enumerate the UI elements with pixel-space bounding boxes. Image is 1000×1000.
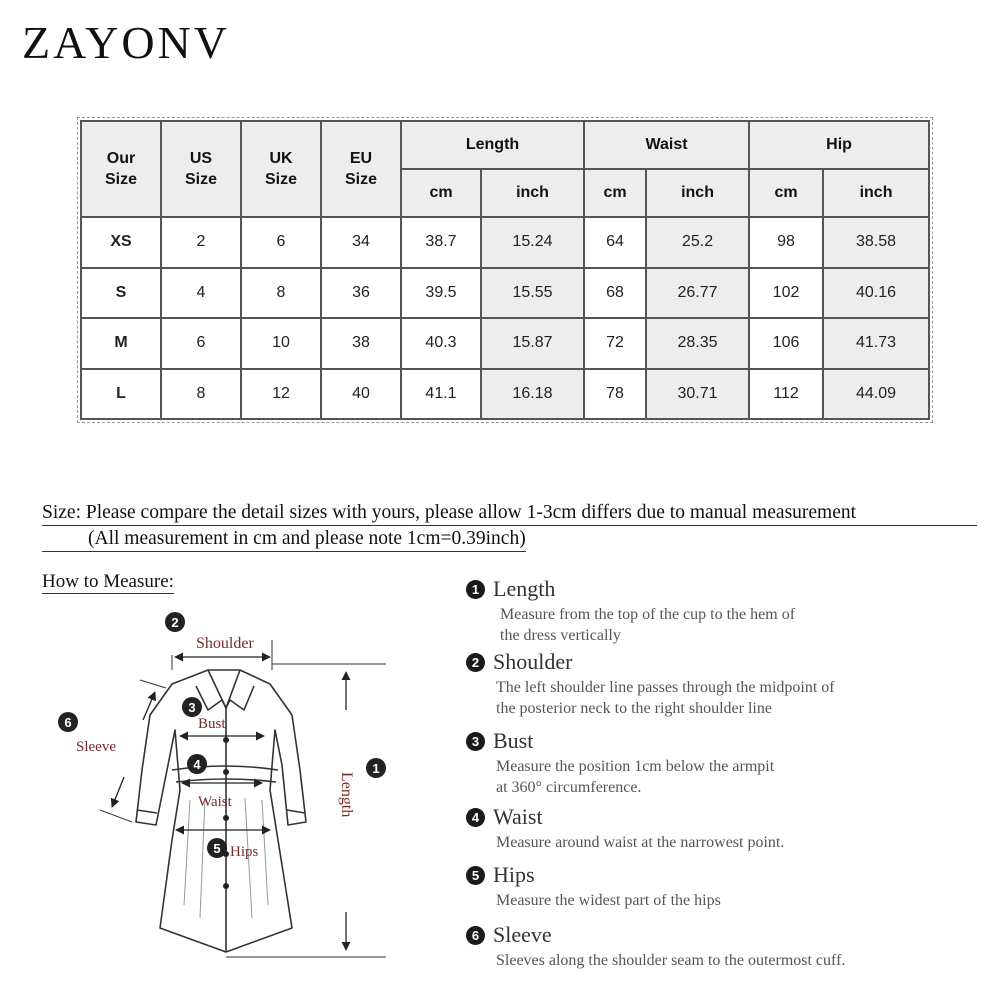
header-text: Size (344, 171, 377, 188)
instruction-bust (466, 728, 986, 798)
size-note-line1: Size: Please compare the detail sizes with yours, please allow 1-3cm differs due to manual measurement (42, 500, 977, 526)
cell-length-cm: 40.3 (401, 318, 481, 369)
size-note-line2: (All measurement in cm and please note 1cm=0.39inch) (42, 526, 526, 552)
sleeve-label: Sleeve (76, 739, 116, 755)
cell-length-inch: 16.18 (481, 369, 584, 420)
cell-size: XS (81, 217, 161, 268)
number-2-icon: 2 (466, 653, 485, 672)
cell-length-cm: 38.7 (401, 217, 481, 268)
cell-waist-cm: 68 (584, 268, 646, 319)
cell-length-inch: 15.87 (481, 318, 584, 369)
cell-hip-cm: 102 (749, 268, 823, 319)
instruction-sleeve (466, 922, 986, 971)
header-text: UK (269, 150, 293, 167)
cell-size: M (81, 318, 161, 369)
number-5-badge (207, 838, 227, 858)
header-us-size (161, 121, 241, 217)
cell-us: 6 (161, 318, 241, 369)
subheader-hip-cm: cm (749, 169, 823, 217)
number-4-icon: 4 (466, 808, 485, 827)
cell-hip-inch: 41.73 (823, 318, 929, 369)
instruction-desc (466, 890, 986, 911)
cell-hip-inch: 40.16 (823, 268, 929, 319)
instruction-title: Hips (493, 862, 535, 887)
how-to-measure-heading: How to Measure: (42, 571, 174, 592)
dress-measure-diagram (0, 600, 440, 1000)
number-6-badge (58, 712, 78, 732)
cell-waist-cm: 78 (584, 369, 646, 420)
length-label: Length (338, 772, 355, 818)
shoulder-label: Shoulder (196, 635, 254, 652)
number-6-icon: 6 (466, 926, 485, 945)
instruction-desc (466, 832, 986, 853)
cell-length-inch: 15.55 (481, 268, 584, 319)
cell-length-inch: 15.24 (481, 217, 584, 268)
sleeve-arrow-top (143, 692, 155, 720)
subheader-waist-cm: cm (584, 169, 646, 217)
table-row (81, 268, 929, 319)
size-chart-table (80, 120, 930, 420)
number-3-icon: 3 (466, 732, 485, 751)
size-note (42, 500, 977, 552)
cell-eu: 38 (321, 318, 401, 369)
cell-hip-inch: 44.09 (823, 369, 929, 420)
cell-us: 4 (161, 268, 241, 319)
cell-waist-inch: 26.77 (646, 268, 749, 319)
header-text: Our (106, 150, 136, 167)
desc-line: at 360° circumference. (496, 779, 642, 796)
number-1-icon: 1 (466, 580, 485, 599)
desc-line: the posterior neck to the right shoulder line (496, 700, 772, 717)
instruction-desc (466, 950, 986, 971)
instruction-length (466, 576, 986, 646)
table-row (81, 369, 929, 420)
instruction-waist (466, 804, 986, 853)
cell-eu: 36 (321, 268, 401, 319)
desc-line: Measure around waist at the narrowest point. (496, 834, 785, 851)
header-our-size (81, 121, 161, 217)
instruction-hips (466, 862, 986, 911)
cell-length-cm: 39.5 (401, 268, 481, 319)
number-1-text: 1 (372, 761, 380, 776)
cell-eu: 40 (321, 369, 401, 420)
subheader-length-cm: cm (401, 169, 481, 217)
cell-eu: 34 (321, 217, 401, 268)
dress-illustration (136, 670, 306, 952)
waist-label: Waist (198, 794, 232, 810)
cell-waist-inch: 30.71 (646, 369, 749, 420)
instruction-title: Bust (493, 728, 534, 753)
cell-hip-cm: 106 (749, 318, 823, 369)
cell-waist-inch: 25.2 (646, 217, 749, 268)
instruction-title: Length (493, 576, 556, 601)
sleeve-arrow-bottom (112, 777, 124, 807)
table-header-row (81, 121, 929, 169)
header-eu-size (321, 121, 401, 217)
desc-line: Measure the widest part of the hips (496, 892, 721, 909)
desc-line: The left shoulder line passes through the midpoint of (496, 679, 835, 696)
header-text: Size (264, 171, 297, 188)
brand-logo: ZAYONV (22, 17, 230, 68)
header-text: US (189, 150, 213, 167)
instruction-desc (466, 604, 986, 646)
number-5-text: 5 (213, 841, 221, 856)
header-length: Length (401, 121, 584, 169)
cell-hip-cm: 112 (749, 369, 823, 420)
number-4-badge (187, 754, 207, 774)
cell-uk: 6 (241, 217, 321, 268)
number-3-text: 3 (188, 700, 196, 715)
instruction-title: Shoulder (493, 649, 573, 674)
instruction-desc (466, 756, 986, 798)
instruction-shoulder (466, 649, 986, 719)
desc-line: the dress vertically (500, 627, 621, 644)
instruction-desc (466, 677, 986, 719)
cell-waist-cm: 64 (584, 217, 646, 268)
number-4-text: 4 (193, 757, 201, 772)
instruction-title: Waist (493, 804, 543, 829)
cell-us: 2 (161, 217, 241, 268)
cell-size: L (81, 369, 161, 420)
number-2-text: 2 (171, 615, 179, 630)
number-1-badge (366, 758, 386, 778)
number-2-badge (165, 612, 185, 632)
header-uk-size (241, 121, 321, 217)
number-3-badge (182, 697, 202, 717)
header-text: Size (184, 171, 217, 188)
instruction-title: Sleeve (493, 922, 552, 947)
cell-us: 8 (161, 369, 241, 420)
cell-uk: 10 (241, 318, 321, 369)
number-5-icon: 5 (466, 866, 485, 885)
table-row (81, 217, 929, 268)
cell-length-cm: 41.1 (401, 369, 481, 420)
subheader-hip-inch: inch (823, 169, 929, 217)
desc-line: Measure from the top of the cup to the hem of (500, 606, 796, 623)
cell-uk: 8 (241, 268, 321, 319)
header-waist: Waist (584, 121, 749, 169)
subheader-length-inch: inch (481, 169, 584, 217)
table-row (81, 318, 929, 369)
desc-line: Sleeves along the shoulder seam to the outermost cuff. (496, 952, 846, 969)
cell-size: S (81, 268, 161, 319)
number-6-text: 6 (64, 715, 72, 730)
desc-line: Measure the position 1cm below the armpit (496, 758, 775, 775)
header-hip: Hip (749, 121, 929, 169)
cell-uk: 12 (241, 369, 321, 420)
cell-hip-cm: 98 (749, 217, 823, 268)
header-text: Size (104, 171, 137, 188)
header-text: EU (349, 150, 373, 167)
cell-hip-inch: 38.58 (823, 217, 929, 268)
bust-label: Bust (198, 716, 226, 732)
hips-label: Hips (230, 844, 259, 860)
cell-waist-cm: 72 (584, 318, 646, 369)
subheader-waist-inch: inch (646, 169, 749, 217)
cell-waist-inch: 28.35 (646, 318, 749, 369)
